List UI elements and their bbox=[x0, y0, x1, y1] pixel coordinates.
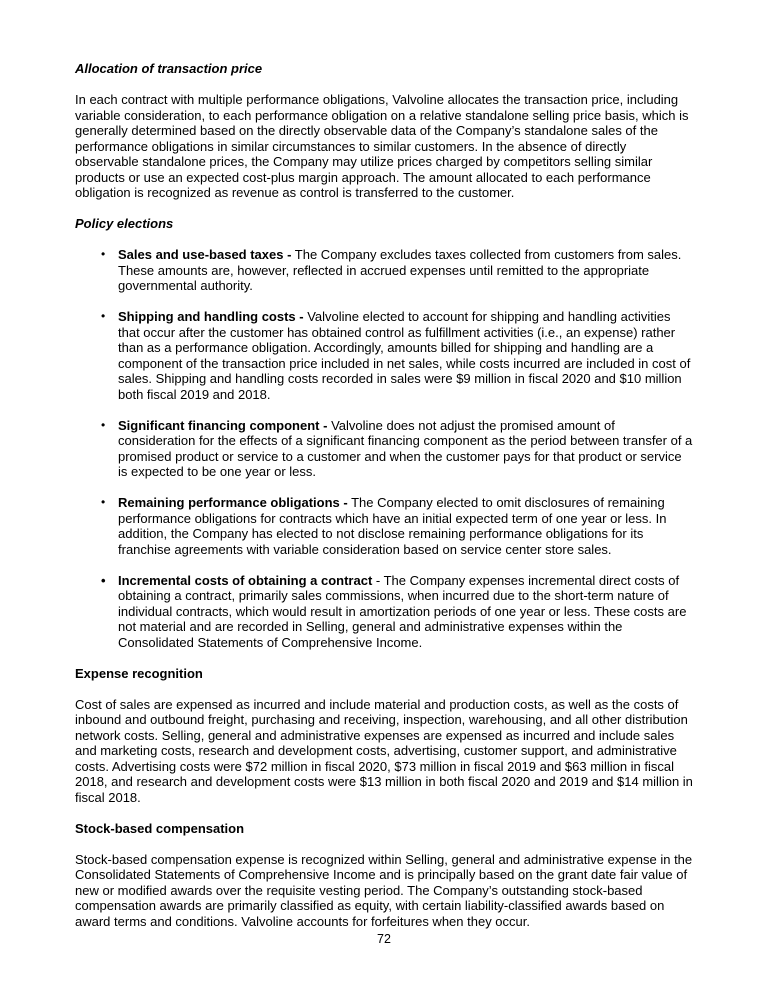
paragraph-expense-recognition: Cost of sales are expensed as incurred and include material and production costs, as well as the costs of inbound and outbound freight, purchasing and receiving, inspection, warehousing, and all other distribution network costs. Selling, general and administrative expenses are expensed as incurred and include sales and marketing costs, research and development costs, advertising, customer support, and administrative costs. Advertising costs were $72 million in fiscal 2020, $73 million in fiscal 2019 and $63 million in fiscal 2018, and research and development costs were $13 million in both fiscal 2020 and 2019 and $14 million in fiscal 2018. bbox=[75, 696, 693, 805]
policy-elections-list bbox=[75, 247, 693, 650]
list-item-incremental-costs-of-obtaining-a-contract bbox=[75, 573, 693, 651]
list-item-text bbox=[118, 418, 693, 480]
list-item-rest: - The Company expenses incremental direct costs of obtaining a contract, primarily sales commissions, when incurred due to the short-term nature of individual contracts, which would result in amortization periods of one year or less. These costs are not material and are recorded in Selling, general and administrative expenses within the Consolidated Statements of Comprehensive Income. bbox=[118, 572, 687, 650]
list-item-sales-and-use-based-taxes bbox=[75, 247, 693, 294]
list-item-text bbox=[118, 247, 693, 294]
list-item-lead: Shipping and handling costs - bbox=[118, 309, 304, 324]
list-item-rest: Valvoline does not adjust the promised amount of consideration for the effects of a significant financing component as the period between transfer of a promised product or service to a customer and when the customer pays for that product or service is expected to be one year or less. bbox=[118, 417, 693, 479]
list-item-lead: Incremental costs of obtaining a contract bbox=[118, 572, 373, 588]
document-page-content bbox=[75, 61, 693, 945]
list-item-rest: The Company excludes taxes collected from customers from sales. These amounts are, however, reflected in accrued expenses until remitted to the appropriate governmental authority. bbox=[118, 247, 682, 293]
bullet-icon: • bbox=[101, 309, 106, 323]
heading-expense-recognition: Expense recognition bbox=[75, 665, 203, 681]
bullet-icon: • bbox=[101, 417, 106, 432]
bullet-icon: • bbox=[101, 495, 106, 509]
list-item-significant-financing-component bbox=[75, 418, 693, 480]
list-item-lead: Remaining performance obligations - bbox=[118, 495, 348, 510]
list-item-rest: The Company elected to omit disclosures of remaining performance obligations for contracts which have an initial expected term of one year or less. In addition, the Company has elected to not disclose remaining performance obligations for its franchise agreements with variable consideration based on service center store sales. bbox=[118, 495, 667, 557]
bullet-icon: • bbox=[101, 247, 106, 261]
list-item-text bbox=[118, 495, 693, 557]
heading-allocation-of-transaction-price: Allocation of transaction price bbox=[75, 61, 263, 76]
heading-policy-elections: Policy elections bbox=[75, 216, 174, 231]
bullet-icon: • bbox=[101, 572, 106, 588]
paragraph-stock-based-compensation: Stock-based compensation expense is recognized within Selling, general and administrative expense in the Consolidated Statements of Comprehensive Income and is principally based on the grant date fair value of new or modified awards over the requisite vesting period. The Company’s outstanding stock-based compensation awards are primarily classified as equity, with certain liability-classified awards based on award terms and conditions. Valvoline accounts for forfeitures when they occur. bbox=[75, 851, 693, 929]
list-item-text bbox=[118, 309, 693, 402]
list-item-text bbox=[118, 573, 693, 651]
list-item-lead: Significant financing component - bbox=[118, 417, 328, 433]
list-item-lead: Sales and use-based taxes - bbox=[118, 247, 292, 262]
paragraph-allocation: In each contract with multiple performance obligations, Valvoline allocates the transaction price, including variable consideration, to each performance obligation on a relative standalone selling price basis, which is generally determined based on the directly observable data of the Company’s standalone sales of the performance obligations in similar circumstances to similar customers. In the absence of directly observable standalone prices, the Company may utilize prices charged by competitors selling similar products or use an expected cost-plus margin approach. The amount allocated to each performance obligation is recognized as revenue as control is transferred to the customer. bbox=[75, 92, 689, 200]
list-item-shipping-and-handling-costs bbox=[75, 309, 693, 402]
list-item-remaining-performance-obligations bbox=[75, 495, 693, 557]
list-item-rest: Valvoline elected to account for shipping and handling activities that occur after the customer has obtained control as fulfillment activities (i.e., an expense) rather than as a performance obligation. Accordingly, amounts billed for shipping and handling are a component of the transaction price included in net sales, while costs incurred are included in cost of sales. Shipping and handling costs recorded in sales were $9 million in fiscal 2020 and $10 million both fiscal 2019 and 2018. bbox=[118, 309, 691, 402]
page-number: 72 bbox=[377, 931, 391, 946]
heading-stock-based-compensation: Stock-based compensation bbox=[75, 820, 245, 836]
